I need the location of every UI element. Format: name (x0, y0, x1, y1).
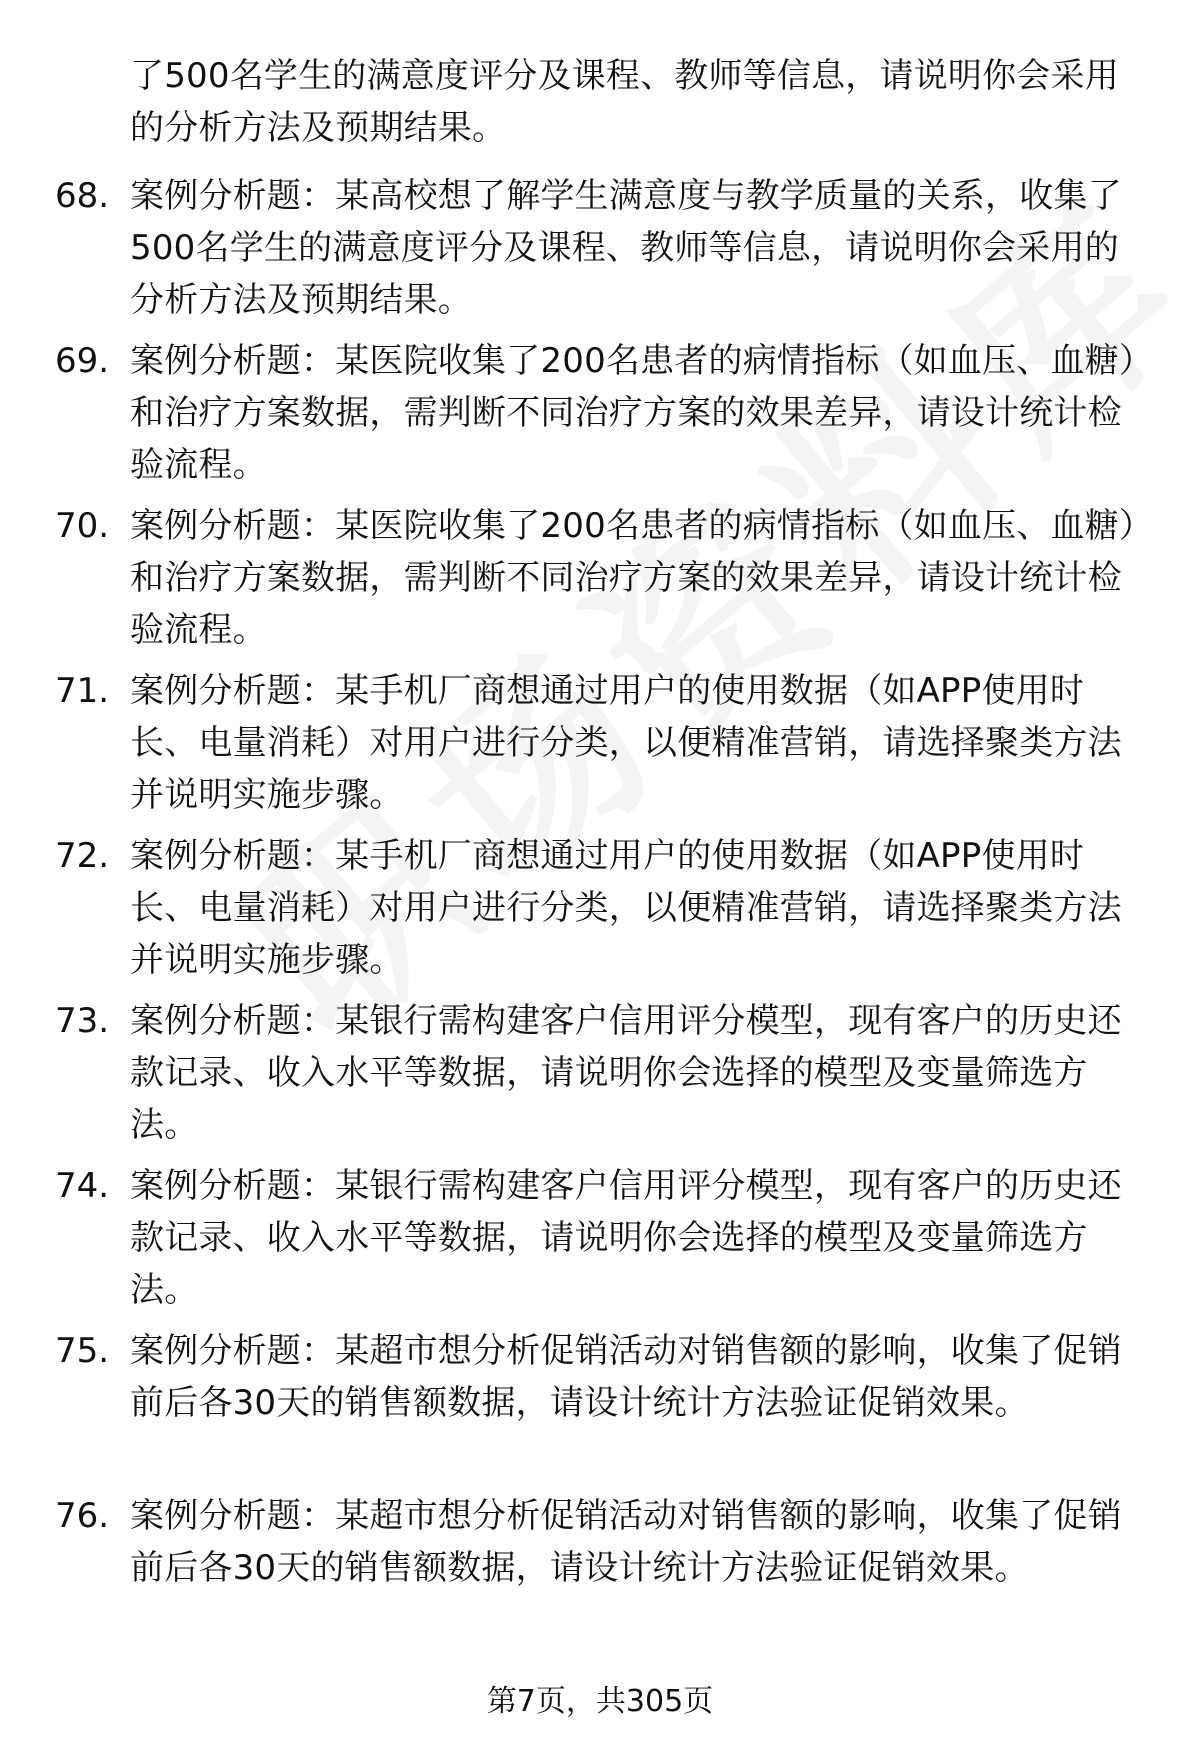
question-number: 74. (55, 1166, 110, 1206)
question-text: 案例分析题：某超市想分析促销活动对销售额的影响，收集了促销前后各30天的销售额数据，请设计统计方法验证促销效果。 (130, 1331, 1122, 1423)
question-number: 71. (55, 671, 110, 711)
question-text: 案例分析题：某银行需构建客户信用评分模型，现有客户的历史还款记录、收入水平等数据，请说明你会选择的模型及变量筛选方法。 (130, 1001, 1122, 1145)
question-text: 案例分析题：某超市想分析促销活动对销售额的影响，收集了促销前后各30天的销售额数据，请设计统计方法验证促销效果。 (130, 1496, 1122, 1588)
question-number: 70. (55, 506, 110, 546)
question-text: 案例分析题：某手机厂商想通过用户的使用数据（如APP使用时长、电量消耗）对用户进行分类，以便精准营销，请选择聚类方法并说明实施步骤。 (130, 836, 1122, 980)
question-number: 76. (55, 1496, 110, 1536)
question-text: 案例分析题：某医院收集了200名患者的病情指标（如血压、血糖）和治疗方案数据，需判断不同治疗方案的效果差异，请设计统计检验流程。 (130, 341, 1137, 485)
question-number: 72. (55, 836, 110, 876)
question-number: 68. (55, 176, 110, 216)
question-text: 案例分析题：某手机厂商想通过用户的使用数据（如APP使用时长、电量消耗）对用户进行分类，以便精准营销，请选择聚类方法并说明实施步骤。 (130, 671, 1122, 815)
page-footer: 第7页，共305页 (486, 1684, 714, 1719)
continuation-text: 了500名学生的满意度评分及课程、教师等信息，请说明你会采用的分析方法及预期结果。 (130, 56, 1119, 148)
question-number: 73. (55, 1001, 110, 1041)
question-number: 75. (55, 1331, 110, 1371)
question-number: 69. (55, 341, 110, 381)
question-text: 案例分析题：某银行需构建客户信用评分模型，现有客户的历史还款记录、收入水平等数据，请说明你会选择的模型及变量筛选方法。 (130, 1166, 1122, 1310)
question-text: 案例分析题：某医院收集了200名患者的病情指标（如血压、血糖）和治疗方案数据，需判断不同治疗方案的效果差异，请设计统计检验流程。 (130, 506, 1137, 650)
question-text: 案例分析题：某高校想了解学生满意度与教学质量的关系，收集了500名学生的满意度评分及课程、教师等信息，请说明你会采用的分析方法及预期结果。 (130, 176, 1122, 320)
